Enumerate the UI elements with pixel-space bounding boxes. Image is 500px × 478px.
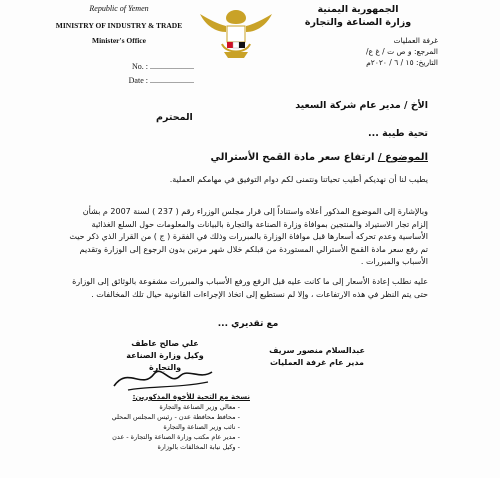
header-english [44, 4, 194, 85]
copies-list [70, 392, 250, 452]
handwritten-signature [108, 356, 218, 396]
paragraph-request: عليه نطلب إعادة الأسعار إلى ما كانت عليه قبل الرفع ورفع الأسباب والمبررات مشفوعة بالوثائق إلى الوزارة حتى يتم النظر في هذه الارتفاعات ، وإلا لم نستطيع إلى اتخاذ الإجراءات القانونية حيال تلك المخالفات . [72, 277, 428, 299]
subject-text: ارتفاع سعر مادة القمح الأسترالي [210, 152, 375, 163]
signature-block-operations [262, 345, 372, 369]
republic-label: Republic of Yemen [89, 4, 149, 13]
republic-label-ar: الجمهورية اليمنية [317, 4, 399, 15]
list-item: - معالي وزير الصناعة والتجارة [70, 402, 240, 412]
signatory-title: وكيل وزارة الصناعة والتجارة [126, 351, 204, 372]
subject-label: الموضوع / [377, 152, 428, 163]
yemen-emblem-icon [196, 4, 276, 62]
list-item: - محافظ محافظة عدن - رئيس المجلس المحلي [70, 412, 240, 422]
closing-line: مع تقديري ... [217, 319, 279, 329]
operations-room-label: غرفة العمليات [393, 36, 438, 45]
copies-title: نسخة مع التحية للأخوة المذكورين: [132, 393, 250, 401]
date-label-ar: التاريخ: ١٥ / ٦ / ٢٠٢٠م [366, 58, 438, 67]
reference-label-ar: المرجع: و ص ت / غ ع/ [365, 47, 438, 56]
office-label: Minister's Office [92, 36, 146, 45]
signatory-title: مدير عام غرفة العمليات [270, 358, 364, 367]
signatory-name: عبدالسلام منصور سريف [269, 346, 365, 355]
date-label: Date : ...................... [128, 76, 194, 85]
ministry-label-ar: وزارة الصناعة والتجارة [304, 17, 412, 28]
subject-line [68, 152, 428, 164]
respect-label: المحترم [156, 112, 193, 123]
paragraph-reference: وبالإشارة إلى الموضوع المذكور أعلاه واستناداً إلى قرار مجلس الوزراء رقم ( 237 ) لسنة 2007 م بشأن إلزام تجار الاستيراد والمنتجين بموافاة وزارة الصناعة والتجارة بالبيانات والمعلومات حول السلع الغذائية الأساسية وعدم تحركه أسعارها قبل موافاة الوزارة بالمبررات وذلك في الفقرة ( ج ) من القرار الذي ذكر حيث تم رفع سعر مادة القمح الأسترالي المستوردة من قبلكم خلال شهر مرتين بدون الرجوع إلى الوزارة وتقديم الأسباب والمبررات . [69, 207, 428, 266]
recipient-address: الأخ / مدير عام شركة السعيد [295, 100, 428, 111]
list-item: - وكيل نيابة المخالفات بالوزارة [70, 442, 240, 452]
header-arabic [278, 4, 438, 67]
reference-number-label: No. : ...................... [131, 62, 194, 71]
list-item: - نائب وزير الصناعة والتجارة [70, 422, 240, 432]
ministry-label: MINISTRY OF INDUSTRY & TRADE [55, 21, 183, 30]
signatory-name: علي صالح عاطف [131, 339, 199, 348]
greeting: تحية طيبة ... [368, 128, 428, 139]
list-item: - مدير عام مكتب وزارة الصناعة والتجارة - عدن [70, 432, 240, 442]
paragraph-greeting: يطيب لنا أن نهديكم أطيب تحياتنا ونتمنى لكم دوام التوفيق في مهامكم العملية. [169, 175, 428, 184]
